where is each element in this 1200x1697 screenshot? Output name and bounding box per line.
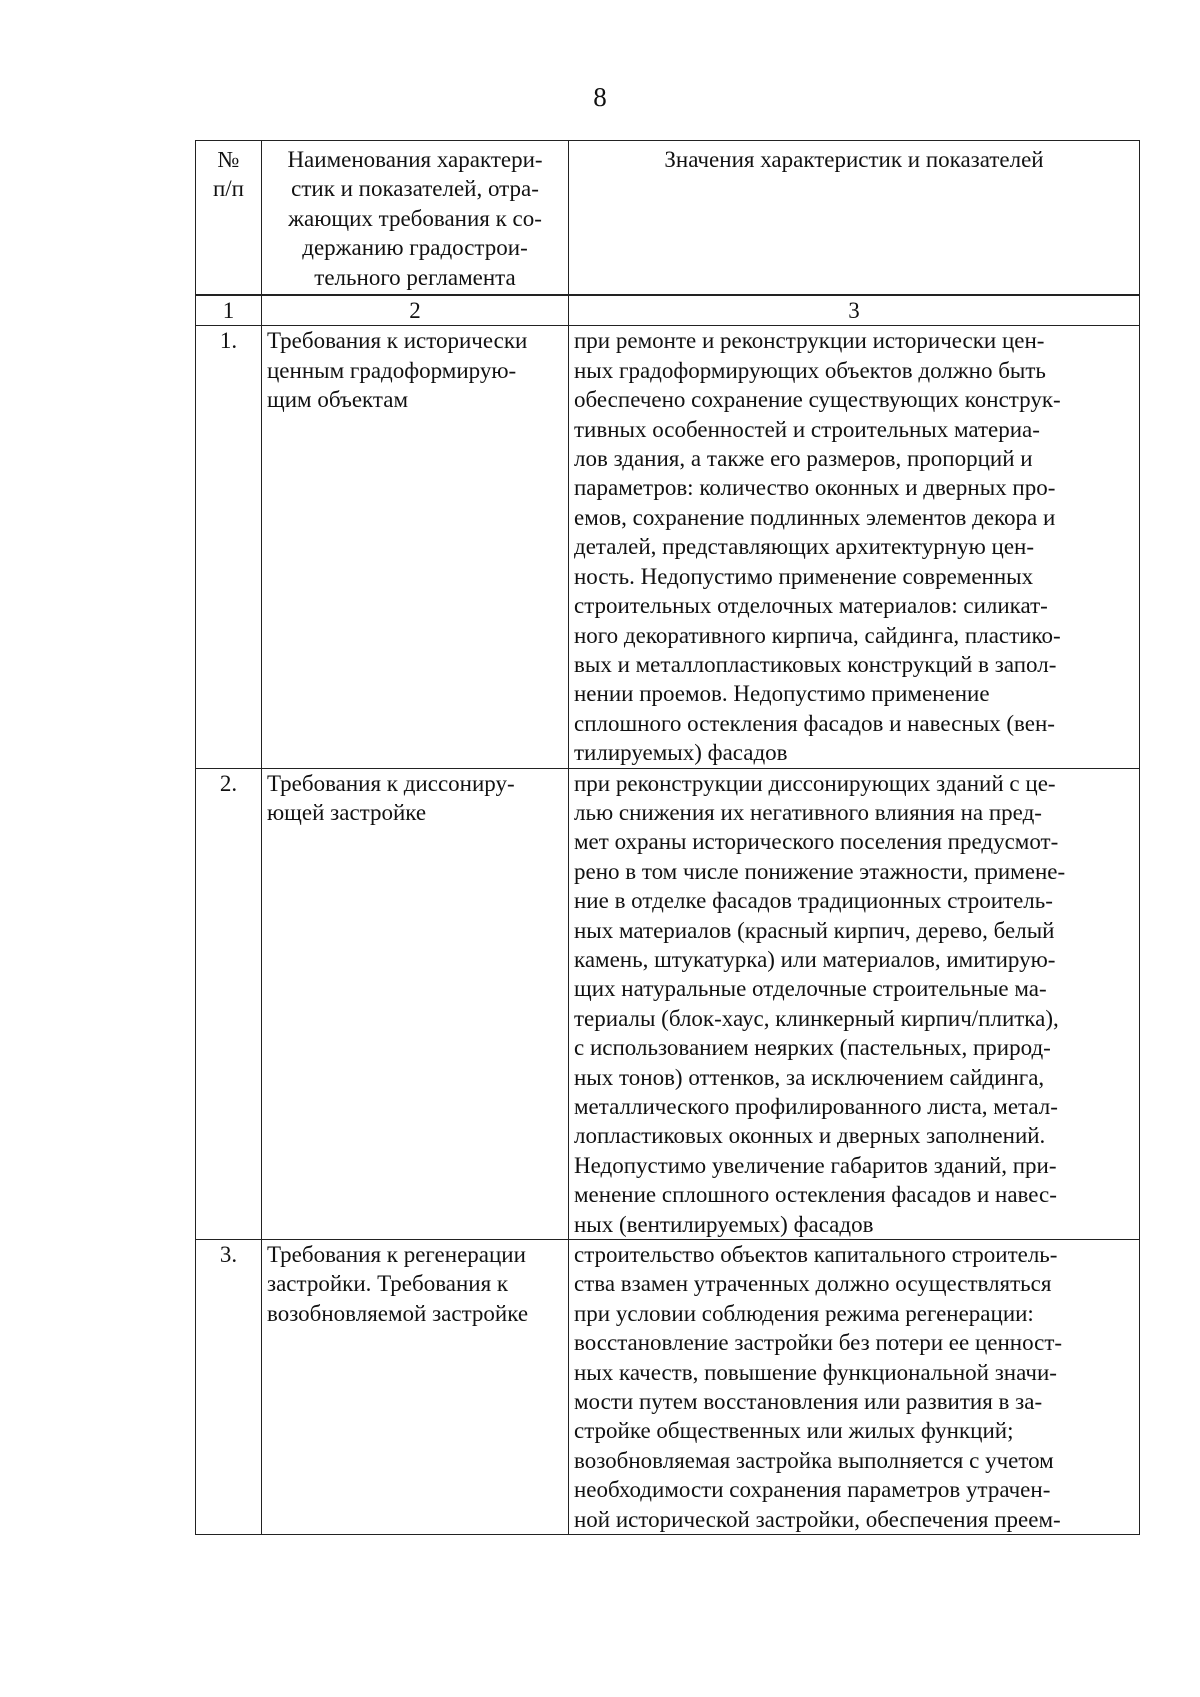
header-name-line: жающих требования к со-: [288, 205, 542, 231]
row-number-cell: 3.: [196, 1240, 262, 1535]
table-header-row: [196, 141, 1140, 295]
table-row: [196, 768, 1140, 1240]
row-value-line: ных градоформирующих объектов должно быть: [574, 357, 1046, 383]
row-value-line: лов здания, а также его размеров, пропорций и: [574, 446, 1033, 472]
header-number-line: п/п: [212, 176, 244, 202]
row-name-line: Требования к регенерации: [267, 1242, 526, 1268]
row-value-line: с использованием неярких (пастельных, природ-: [574, 1035, 1051, 1061]
header-value-line: Значения характеристик и показателей: [664, 147, 1044, 172]
header-number-line: №: [217, 147, 240, 172]
row-value-cell: [569, 1240, 1140, 1535]
row-value-line: необходимости сохранения параметров утрачен-: [574, 1477, 1051, 1503]
row-value-line: ность. Недопустимо применение современных: [574, 563, 1034, 589]
header-name-line: держанию градострои-: [302, 235, 528, 261]
header-name-line: тельного регламента: [314, 264, 516, 290]
row-value-line: при реконструкции диссонирующих зданий с це-: [574, 770, 1056, 796]
row-value-line: нении проемов. Недопустимо применение: [574, 681, 990, 707]
row-value-line: Недопустимо увеличение габаритов зданий, при-: [574, 1152, 1057, 1178]
table-row: [196, 326, 1140, 768]
row-value-line: ние в отделке фасадов традиционных строитель-: [574, 888, 1053, 914]
page-number: 8: [593, 82, 607, 112]
row-name-line: ющей застройке: [267, 799, 427, 825]
header-name-line: Наименования характери-: [287, 147, 543, 172]
row-value-line: рено в том числе понижение этажности, примене-: [574, 858, 1066, 884]
column-number-cell: 3: [569, 296, 1140, 326]
row-name-line: ценным градоформирую-: [267, 357, 517, 383]
row-number-cell: 2.: [196, 768, 262, 1240]
column-number-cell: 2: [262, 296, 569, 326]
row-value-line: менение сплошного остекления фасадов и навес-: [574, 1182, 1057, 1208]
row-name-cell: [262, 768, 569, 1240]
header-number-cell: [196, 141, 262, 295]
table-row: [196, 1240, 1140, 1535]
row-value-line: лью снижения их негативного влияния на пред-: [574, 799, 1042, 825]
row-value-line: обеспечено сохранение существующих конструк-: [574, 387, 1061, 413]
row-value-line: при условии соблюдения режима регенерации:: [574, 1300, 1034, 1326]
row-name-cell: [262, 326, 569, 768]
row-value-line: металлического профилированного листа, метал-: [574, 1094, 1058, 1119]
header-name-cell: [262, 141, 569, 295]
row-value-line: ства взамен утраченных должно осуществляться: [574, 1271, 1052, 1297]
header-value-cell: [569, 141, 1140, 295]
row-value-line: деталей, представляющих архитектурную цен-: [574, 534, 1034, 560]
row-value-line: мости путем восстановления или развития в за-: [574, 1389, 1043, 1415]
row-value-line: сплошного остекления фасадов и навесных (вен-: [574, 710, 1055, 736]
row-value-line: тивных особенностей и строительных материа-: [574, 416, 1040, 442]
row-name-line: Требования к исторически: [267, 328, 528, 354]
row-value-line: строительных отделочных материалов: силикат-: [574, 593, 1048, 619]
row-name-line: щим объектам: [267, 387, 409, 413]
row-name-line: возобновляемой застройке: [267, 1300, 529, 1326]
row-value-line: мет охраны исторического поселения предусмот-: [574, 829, 1059, 855]
column-numbers-row: [196, 296, 1140, 326]
row-value-line: при ремонте и реконструкции исторически цен-: [574, 328, 1045, 354]
row-value-line: емов, сохранение подлинных элементов декора и: [574, 504, 1056, 530]
row-value-cell: [569, 768, 1140, 1240]
row-value-line: ного декоративного кирпича, сайдинга, пластико-: [574, 622, 1061, 648]
row-name-cell: [262, 1240, 569, 1535]
row-value-line: териалы (блок-хаус, клинкерный кирпич/плитка),: [574, 1005, 1059, 1031]
header-name-line: стик и показателей, отра-: [291, 176, 539, 202]
row-value-cell: [569, 326, 1140, 768]
row-number-cell: 1.: [196, 326, 262, 768]
row-value-line: параметров: количество оконных и дверных про-: [574, 475, 1056, 501]
row-value-line: ных тонов) оттенков, за исключением сайдинга,: [574, 1064, 1045, 1090]
row-value-line: тилируемых) фасадов: [574, 740, 788, 766]
row-name-line: Требования к диссониру-: [267, 770, 515, 796]
row-value-line: ных качеств, повышение функциональной значи-: [574, 1359, 1057, 1385]
row-value-line: камень, штукатурка) или материалов, имитирую-: [574, 946, 1056, 972]
column-number-cell: 1: [196, 296, 262, 326]
row-value-line: возобновляемая застройка выполняется с учетом: [574, 1447, 1054, 1473]
row-value-line: восстановление застройки без потери ее ценност-: [574, 1330, 1063, 1356]
row-value-line: лопластиковых оконных и дверных заполнений.: [574, 1123, 1046, 1149]
row-value-line: ной исторической застройки, обеспечения преем-: [574, 1506, 1061, 1532]
row-value-line: ных (вентилируемых) фасадов: [574, 1211, 874, 1237]
requirements-table: [195, 140, 1140, 1535]
row-value-line: щих натуральные отделочные строительные ма-: [574, 976, 1047, 1002]
row-value-line: вых и металлопластиковых конструкций в запол-: [574, 651, 1057, 677]
row-value-line: строительство объектов капитального строитель-: [574, 1242, 1058, 1268]
row-value-line: ных материалов (красный кирпич, дерево, белый: [574, 917, 1055, 943]
row-value-line: стройке общественных или жилых функций;: [574, 1418, 1014, 1444]
row-name-line: застройки. Требования к: [267, 1271, 509, 1297]
